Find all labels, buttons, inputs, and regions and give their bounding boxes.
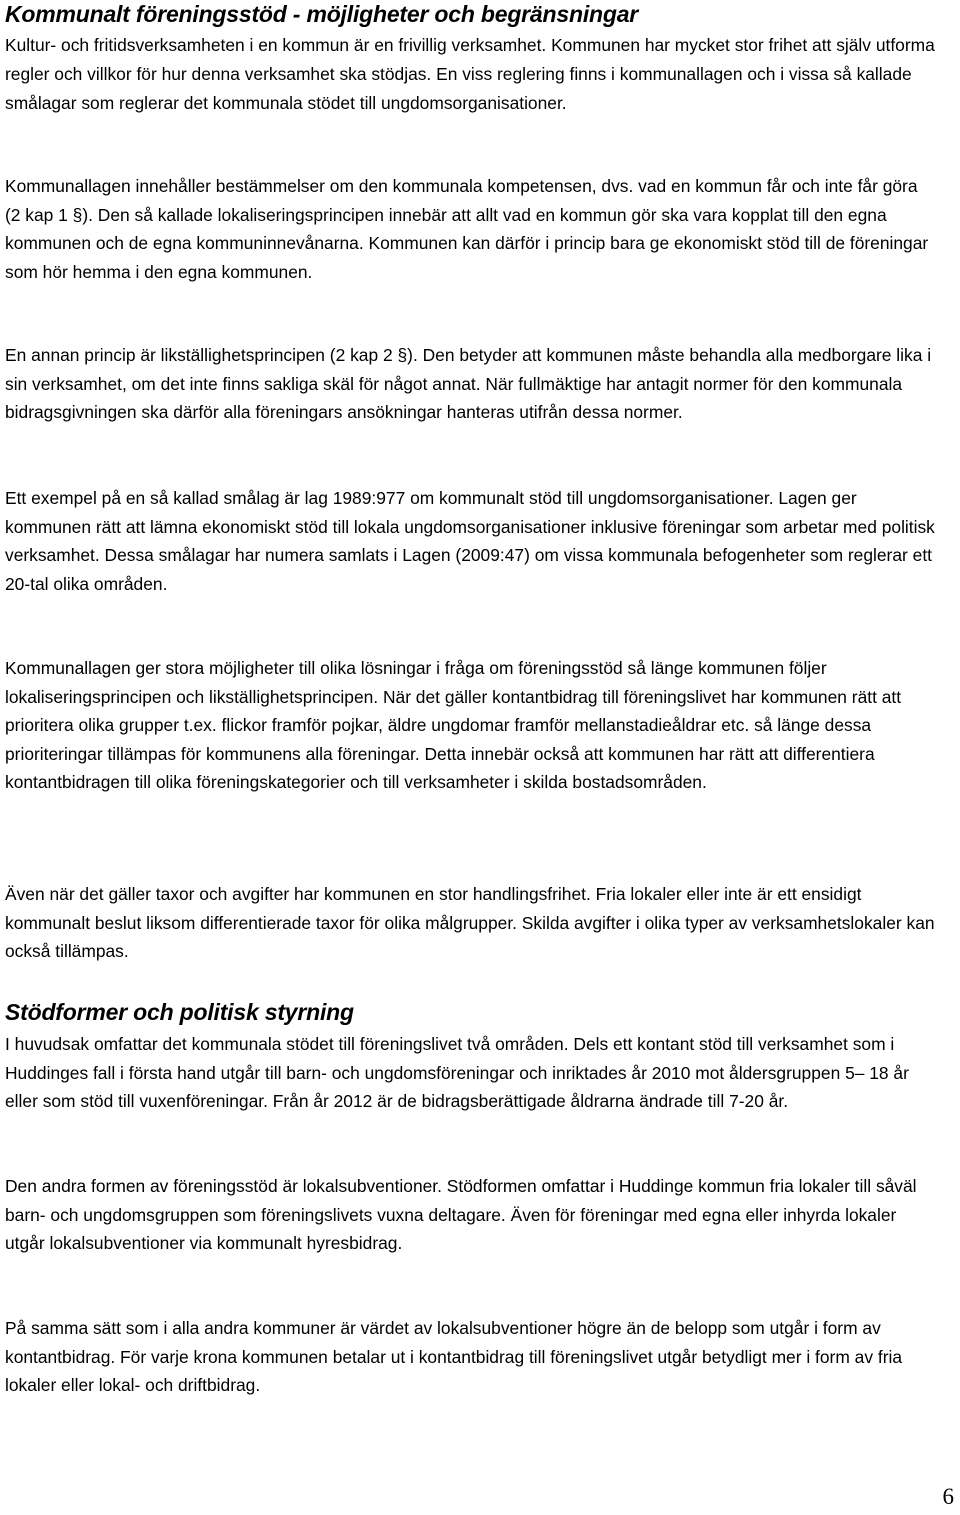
paragraph-likstallighetsprincipen: En annan princip är likställighetsprincipen (2 kap 2 §). Den betyder att kommunen måste behandla alla medborgare lika i sin verksamhet, om det inte finns sakliga skäl för något annat. När fullmäktige har antagit normer för den kommunala bidragsgivningen ska därför alla föreningars ansökningar hanteras utifrån dessa normer. xyxy=(5,345,932,422)
paragraph-taxor-avgifter: Även när det gäller taxor och avgifter har kommunen en stor handlingsfrihet. Fria lokaler eller inte är ett ensidigt kommunalt beslut liksom differentierade taxor för olika målgrupper. Skilda avgifter i olika typer av verksamhetslokaler kan också tillämpas. xyxy=(5,884,935,961)
section-heading-stodformer: Stödformer och politisk styrning xyxy=(5,999,354,1025)
paragraph-huvudsak: I huvudsak omfattar det kommunala stödet till föreningslivet två områden. Dels ett kontant stöd till verksamhet som i Huddinges fall i första hand utgår till barn- och ungdomsföreningar och inriktades år 2010 mot åldersgruppen 5– 18 år eller som stöd till vuxenföreningar. Från år 2012 är de bidragsberättigade åldrarna ändrade till 7-20 år. xyxy=(5,1034,909,1111)
document-title: Kommunalt föreningsstöd - möjligheter och begränsningar xyxy=(5,1,639,27)
paragraph-kontantbidrag: Kommunallagen ger stora möjligheter till olika lösningar i fråga om föreningsstöd så länge kommunen följer lokaliseringsprincipen och likställighetsprincipen. När det gäller kontantbidrag till föreningslivet har kommunen rätt att prioritera olika grupper t.ex. flickor framför pojkar, äldre ungdomar framför mellanstadieåldrar etc. så länge dessa prioriteringar tillämpas för kommunens alla föreningar. Detta innebär också att kommunen har rätt att differentiera kontantbidragen till olika föreningskategorier och till verksamheter i skilda bostadsområden. xyxy=(5,658,902,792)
paragraph-lokalsubventioner: Den andra formen av föreningsstöd är lokalsubventioner. Stödformen omfattar i Huddinge kommun fria lokaler till såväl barn- och ungdomsgruppen som föreningslivets vuxna deltagare. Även för föreningar med egna eller inhyrda lokaler utgår lokalsubventioner via kommunalt hyresbidrag. xyxy=(5,1176,917,1253)
paragraph-varde-lokalsubventioner: På samma sätt som i alla andra kommuner är värdet av lokalsubventioner högre än de belopp som utgår i form av kontantbidrag. För varje krona kommunen betalar ut i kontantbidrag till föreningslivet utgår betydligt mer i form av fria lokaler eller lokal- och driftbidrag. xyxy=(5,1318,903,1395)
paragraph-smalag: Ett exempel på en så kallad smålag är lag 1989:977 om kommunalt stöd till ungdomsorganisationer. Lagen ger kommunen rätt att lämna ekonomiskt stöd till lokala ungdomsorganisationer inklusive föreningar som arbetar med politisk verksamhet. Dessa smålagar har numera samlats i Lagen (2009:47) om vissa kommunala befogenheter som reglerar ett 20-tal olika områden. xyxy=(5,488,935,594)
page-number: 6 xyxy=(942,1484,954,1509)
paragraph-kommunallagen: Kommunallagen innehåller bestämmelser om den kommunala kompetensen, dvs. vad en kommun får och inte får göra (2 kap 1 §). Den så kallade lokaliseringsprincipen innebär att allt vad en kommun gör ska vara kopplat till den egna kommunen och de egna kommuninnevånarna. Kommunen kan därför i princip bara ge ekonomiskt stöd till de föreningar som hör hemma i den egna kommunen. xyxy=(5,176,929,282)
paragraph-intro: Kultur- och fritidsverksamheten i en kommun är en frivillig verksamhet. Kommunen har mycket stor frihet att själv utforma regler och villkor för hur denna verksamhet ska stödjas. En viss reglering finns i kommunallagen och i vissa så kallade smålagar som reglerar det kommunala stödet till ungdomsorganisationer. xyxy=(5,35,935,113)
